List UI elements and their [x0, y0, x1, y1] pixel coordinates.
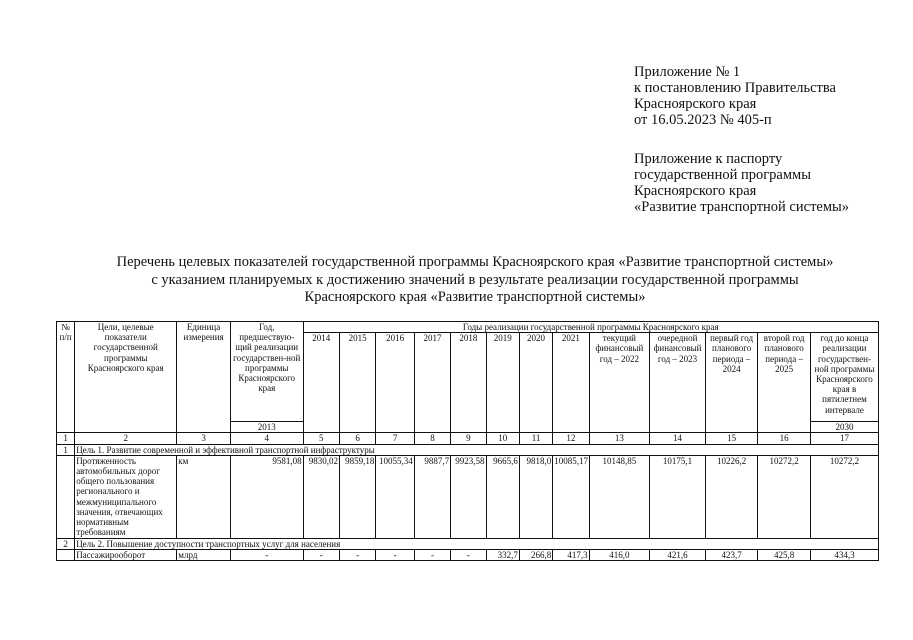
header-plan-year-1: первый год планового периода – 2024 [705, 333, 758, 433]
appendix-1-line: к постановлению Правительства [634, 80, 836, 96]
indicator-2-value: - [451, 550, 486, 561]
indicator-1-value: 10085,17 [553, 455, 589, 538]
indicator-2-unit: млрд [177, 550, 231, 561]
col-number: 17 [810, 433, 878, 444]
col-number: 10 [486, 433, 519, 444]
indicator-1-value: 10272,2 [810, 455, 878, 538]
indicator-1-value: 9923,58 [451, 455, 486, 538]
col-number: 15 [705, 433, 758, 444]
header-unit: Единица измерения [177, 322, 231, 433]
indicator-1-name: Протяженность автомобильных дорог общего пользования регионального и межмуниципального значения, отвечающих нормативным требованиям [75, 455, 177, 538]
indicator-2-value: 416,0 [589, 550, 650, 561]
header-num: № п/п [57, 322, 75, 433]
header-end-year-value: 2030 [810, 422, 878, 433]
indicator-1-value: 9887,7 [414, 455, 450, 538]
indicator-2-value: - [339, 550, 375, 561]
indicators-table [56, 321, 879, 561]
header-year-2016: 2016 [376, 333, 414, 433]
header-current-year: текущий финансовый год – 2022 [589, 333, 650, 433]
header-prev-year: Год, предшествую-щий реализации государствен-ной программы Красноярского края [230, 322, 303, 422]
indicator-2-value: 421,6 [650, 550, 706, 561]
goal-1-num: 1 [57, 444, 75, 455]
indicator-2-value: - [376, 550, 414, 561]
header-years-group: Годы реализации государственной программы Красноярского края [303, 322, 878, 333]
indicator-1-value: 10272,2 [758, 455, 811, 538]
indicator-2-value: 425,8 [758, 550, 811, 561]
indicator-1-value: 9830,02 [303, 455, 339, 538]
title-line: Перечень целевых показателей государственной программы Красноярского края «Развитие транспортной системы» [116, 254, 834, 270]
indicator-2-value: 434,3 [810, 550, 878, 561]
header-year-2018: 2018 [451, 333, 486, 433]
appendix-2-line: «Развитие транспортной системы» [634, 199, 850, 215]
indicator-1-value: 9581,08 [230, 455, 303, 538]
col-number: 16 [758, 433, 811, 444]
indicator-1-value: 10055,34 [376, 455, 414, 538]
header-next-year: очередной финансовый год – 2023 [650, 333, 706, 433]
col-number: 8 [414, 433, 450, 444]
indicator-2-value: 417,3 [553, 550, 589, 561]
appendix-2-block [634, 151, 849, 215]
col-number: 12 [553, 433, 589, 444]
indicator-1-num [57, 455, 75, 538]
goal-2-text: Цель 2. Повышение доступности транспортных услуг для населения [75, 538, 879, 549]
goal-2-num: 2 [57, 538, 75, 549]
header-plan-year-2: второй год планового периода – 2025 [758, 333, 811, 433]
indicator-1-value: 9859,18 [339, 455, 375, 538]
appendix-2-line: Приложение к паспорту [634, 151, 783, 167]
col-number: 7 [376, 433, 414, 444]
appendix-2-line: государственной программы [634, 167, 811, 183]
header-year-2017: 2017 [414, 333, 450, 433]
header-year-2019: 2019 [486, 333, 519, 433]
indicator-2-value: - [230, 550, 303, 561]
header-end-year: год до конца реализации государствен-ной программы Красноярского края в пятилетнем интервале [810, 333, 878, 422]
indicator-1-value: 10226,2 [705, 455, 758, 538]
col-number: 4 [230, 433, 303, 444]
title-line: с указанием планируемых к достижению значений в результате реализации государственной программы [151, 271, 799, 288]
header-goal: Цели, целевые показатели государственной программы Красноярского края [75, 322, 177, 433]
indicator-1-value: 10148,85 [589, 455, 650, 538]
appendix-1-block [634, 64, 836, 128]
indicator-2-value: 423,7 [705, 550, 758, 561]
header-year-2015: 2015 [339, 333, 375, 433]
header-year-2021: 2021 [553, 333, 589, 433]
col-number: 14 [650, 433, 706, 444]
appendix-2-line: Красноярского края [634, 183, 757, 199]
indicator-2-value: - [303, 550, 339, 561]
indicator-2-value: 266,8 [519, 550, 552, 561]
col-number: 13 [589, 433, 650, 444]
col-number: 5 [303, 433, 339, 444]
col-number: 6 [339, 433, 375, 444]
header-year-2020: 2020 [519, 333, 552, 433]
appendix-1-line: Красноярского края [634, 96, 757, 112]
col-number: 2 [75, 433, 177, 444]
col-number: 9 [451, 433, 486, 444]
goal-1-text: Цель 1. Развитие современной и эффективной транспортной инфраструктуры [75, 444, 879, 455]
indicator-1-unit: км [177, 455, 231, 538]
indicator-2-value: 332,7 [486, 550, 519, 561]
indicator-1-value: 10175,1 [650, 455, 706, 538]
col-number: 11 [519, 433, 552, 444]
col-number: 3 [177, 433, 231, 444]
indicator-1-value: 9665,6 [486, 455, 519, 538]
title-line: Красноярского края «Развитие транспортной системы» [304, 289, 646, 305]
indicator-2-name: Пассажирооборот [75, 550, 177, 561]
indicator-2-value: - [414, 550, 450, 561]
indicator-2-num [57, 550, 75, 561]
appendix-1-line: от 16.05.2023 № 405-п [634, 112, 772, 128]
appendix-1-line: Приложение № 1 [634, 64, 741, 80]
document-title [60, 254, 890, 307]
indicator-1-value: 9818,0 [519, 455, 552, 538]
header-year-2014: 2014 [303, 333, 339, 433]
header-prev-year-value: 2013 [230, 422, 303, 433]
col-number: 1 [57, 433, 75, 444]
